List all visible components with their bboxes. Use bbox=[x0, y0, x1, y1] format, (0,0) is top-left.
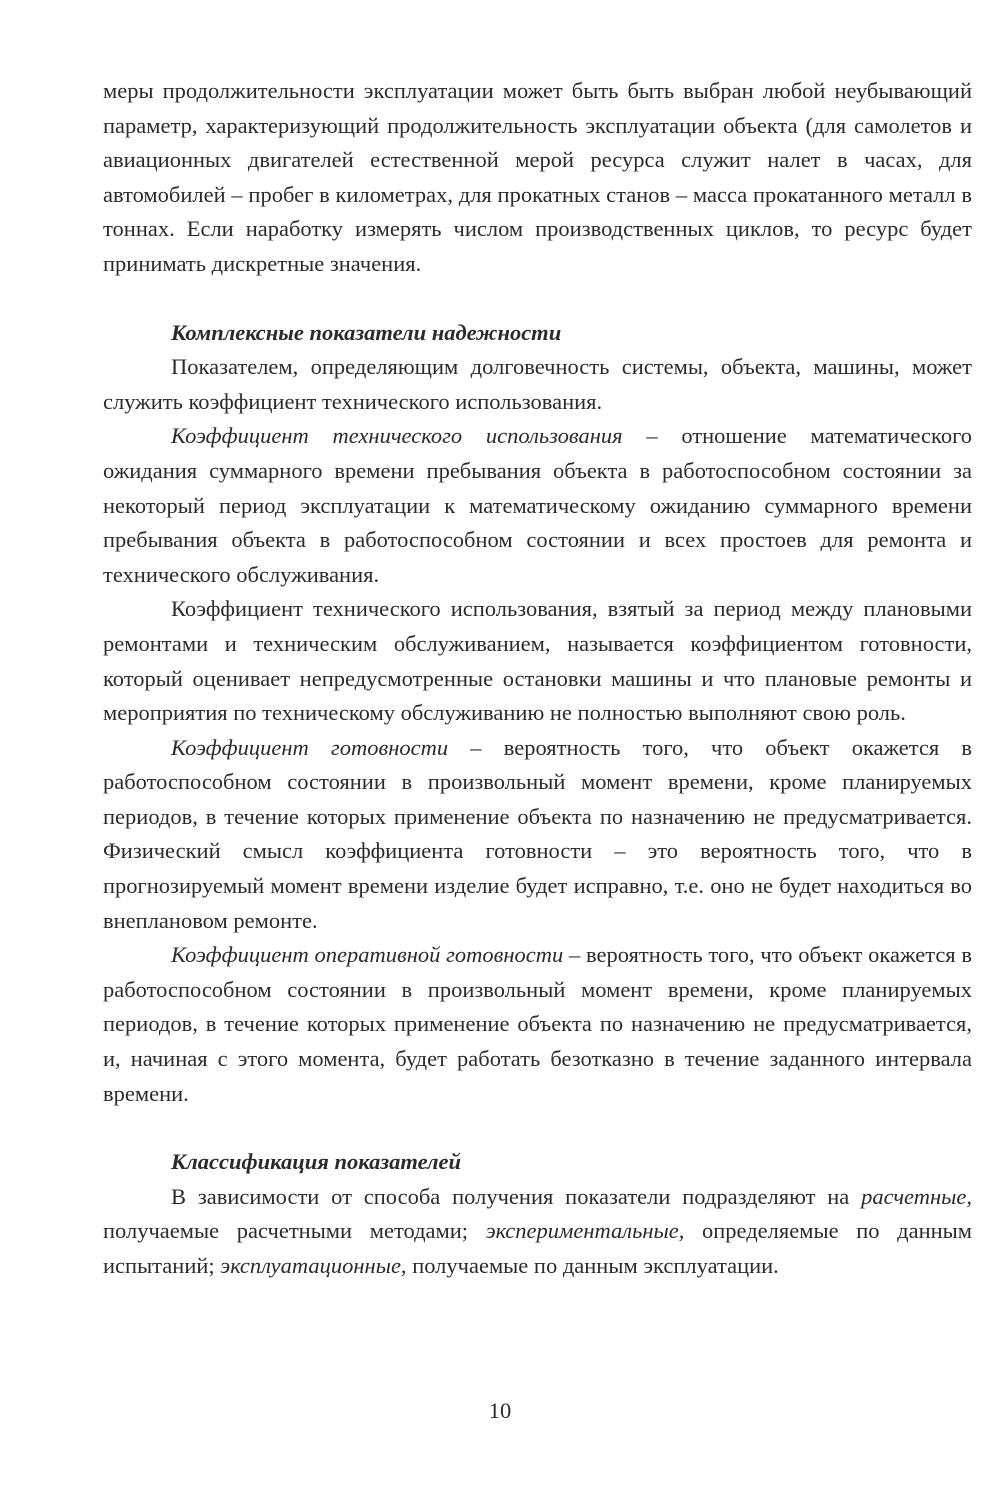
term-operational: эксплуатационные, bbox=[220, 1253, 407, 1278]
document-body bbox=[103, 74, 972, 1284]
classification-text-b: получаемые расчетными методами; bbox=[103, 1218, 486, 1244]
classification-text-a: В зависимости от способа получения показатели подразделяют на bbox=[171, 1183, 862, 1209]
paragraph-operational-readiness-coefficient bbox=[103, 938, 972, 1111]
paragraph-readiness-coefficient bbox=[103, 731, 972, 939]
page-number: 10 bbox=[488, 1398, 512, 1423]
definition-operational-readiness-coefficient: – вероятность того, что объект окажется в работоспособном состоянии в произвольный момент времени, кроме планируемых периодов, в течение которых применение объекта по назначению не предусматривается, и, начиная с этого момента, будет работать безотказно в течение заданного интервала времени. bbox=[103, 942, 972, 1106]
term-technical-use-coefficient: Коэффициент технического использования bbox=[171, 423, 623, 449]
definition-readiness-coefficient: – вероятность того, что объект окажется в работоспособном состоянии в произвольный момент времени, кроме планируемых периодов, в течение которых применение объекта по назначению не предусматривается. Физический смысл коэффициента готовности – это вероятность того, что в прогнозируемый момент времени изделие будет исправно, т.е. оно не будет находиться во внеплановом ремонте. bbox=[103, 734, 973, 933]
term-calculated: расчетные, bbox=[861, 1183, 972, 1209]
paragraph-technical-use-coefficient bbox=[103, 419, 972, 592]
definition-technical-use-coefficient: – отношение математического ожидания суммарного времени пребывания объекта в работоспособном состоянии за некоторый период эксплуатации к математическому ожиданию суммарного времени пребывания объекта в работоспособном состоянии и всех простоев для ремонта и технического обслуживания. bbox=[103, 423, 972, 587]
paragraph-durability-indicator: Показателем, определяющим долговечность системы, объекта, машины, может служить коэффициент технического использования. bbox=[103, 354, 972, 414]
classification-text-c: определяемые по данным испытаний; bbox=[103, 1218, 973, 1278]
classification-text-d: получаемые по данным эксплуатации. bbox=[406, 1253, 779, 1278]
term-experimental: экспериментальные, bbox=[485, 1218, 685, 1244]
paragraph-resource-measure: меры продолжительности эксплуатации может быть быть выбран любой неубывающий параметр, характеризующий продолжительность эксплуатации объекта (для самолетов и авиационных двигателей естественной мерой ресурса служит налет в часах, для автомобилей – пробег в километрах, для прокатных станов – масса прокатанного металл в тоннах. Если наработку измерять числом производственных циклов, то ресурс будет принимать дискретные значения. bbox=[103, 78, 972, 276]
heading-complex-indicators: Комплексные показатели надежности bbox=[171, 319, 562, 345]
heading-classification: Классификация показателей bbox=[171, 1149, 462, 1175]
term-operational-readiness-coefficient: Коэффициент оперативной готовности bbox=[171, 942, 564, 968]
paragraph-readiness-intro: Коэффициент технического использования, взятый за период между плановыми ремонтами и техническим обслуживанием, называется коэффициентом готовности, который оценивает непредусмотренные остановки машины и что плановые ремонты и мероприятия по техническому обслуживанию не полностью выполняют свою роль. bbox=[103, 596, 972, 726]
paragraph-classification bbox=[103, 1180, 972, 1284]
term-readiness-coefficient: Коэффициент готовности bbox=[171, 734, 449, 760]
